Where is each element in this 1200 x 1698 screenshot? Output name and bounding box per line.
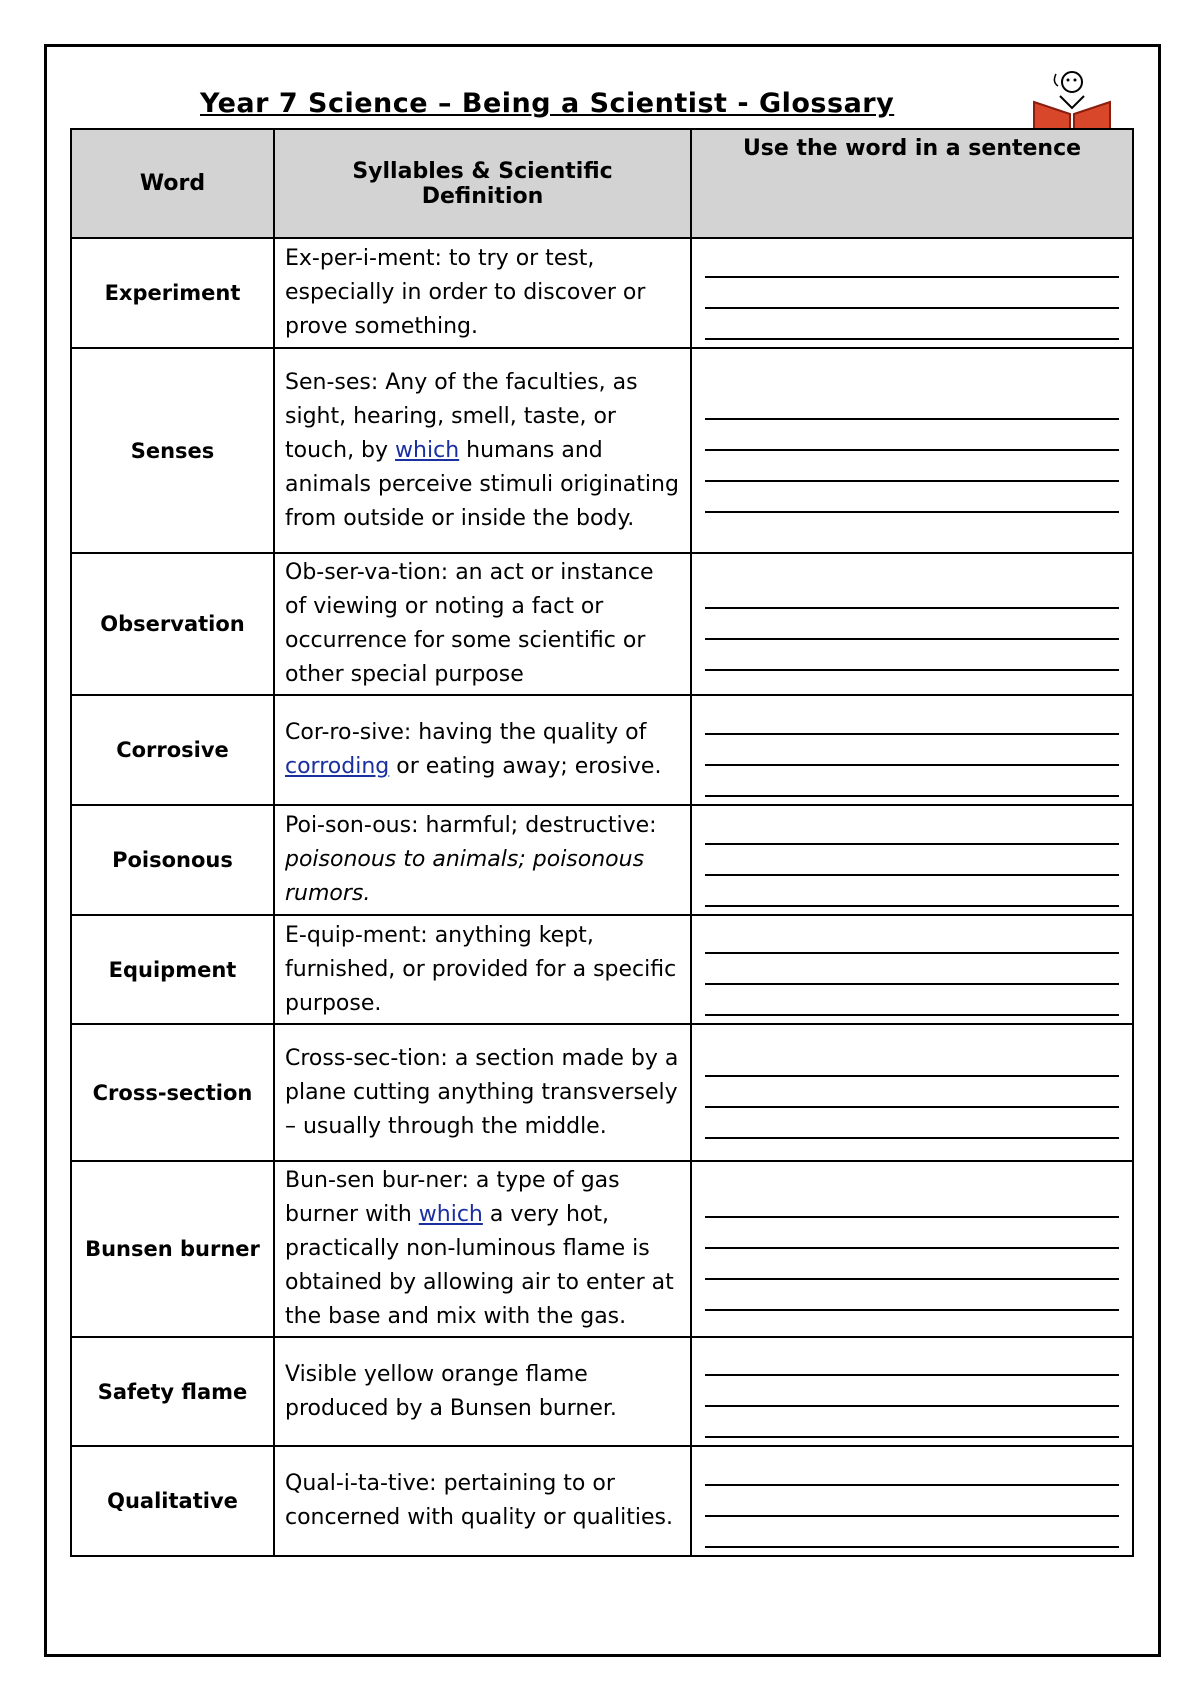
word-cell: Equipment xyxy=(71,915,274,1024)
writing-line[interactable] xyxy=(705,609,1119,640)
writing-line[interactable] xyxy=(705,1455,1119,1486)
glossary-table xyxy=(70,128,1134,1557)
table-row xyxy=(71,238,1133,348)
definition-text: Cor-ro-sive: having the quality of xyxy=(285,720,647,745)
writing-line[interactable] xyxy=(705,735,1119,766)
writing-line[interactable] xyxy=(705,309,1119,340)
definition-cell xyxy=(274,695,691,805)
word-cell: Bunsen burner xyxy=(71,1161,274,1337)
writing-line[interactable] xyxy=(705,482,1119,513)
writing-line[interactable] xyxy=(705,985,1119,1016)
writing-line[interactable] xyxy=(705,1249,1119,1280)
writing-line[interactable] xyxy=(705,1218,1119,1249)
definition-text: Poi-son-ous: harmful; destructive: xyxy=(285,813,657,838)
writing-line[interactable] xyxy=(705,278,1119,309)
definition-cell: Cross-sec-tion: a section made by a plane cutting anything transversely – usually through the middle. xyxy=(274,1024,691,1161)
writing-line[interactable] xyxy=(705,1108,1119,1139)
writing-line[interactable] xyxy=(705,876,1119,907)
word-cell: Corrosive xyxy=(71,695,274,805)
sentence-cell[interactable] xyxy=(691,1446,1133,1556)
word-cell: Observation xyxy=(71,553,274,695)
definition-cell: Ob-ser-va-tion: an act or instance of viewing or noting a fact or occurrence for some scientific or other special purpose xyxy=(274,553,691,695)
writing-line[interactable] xyxy=(705,1407,1119,1438)
sentence-cell[interactable] xyxy=(691,553,1133,695)
word-cell: Qualitative xyxy=(71,1446,274,1556)
definition-cell xyxy=(274,1161,691,1337)
definition-text: Bun-sen bur-ner: a type of gas burner with xyxy=(285,1168,620,1227)
writing-line[interactable] xyxy=(705,1077,1119,1108)
definition-cell: Qual-i-ta-tive: pertaining to or concerned with quality or qualities. xyxy=(274,1446,691,1556)
table-row xyxy=(71,695,1133,805)
definition-text: Sen-ses: Any of the faculties, as sight, hearing, smell, taste, or touch, by xyxy=(285,369,638,463)
header-row xyxy=(71,129,1133,238)
definition-link[interactable]: which xyxy=(418,1202,483,1227)
sentence-cell[interactable] xyxy=(691,805,1133,915)
writing-line[interactable] xyxy=(705,420,1119,451)
writing-line[interactable] xyxy=(705,954,1119,985)
header-word: Word xyxy=(71,129,274,238)
sentence-cell[interactable] xyxy=(691,1161,1133,1337)
writing-line[interactable] xyxy=(705,247,1119,278)
writing-line[interactable] xyxy=(705,766,1119,797)
table-row xyxy=(71,1024,1133,1161)
sentence-cell[interactable] xyxy=(691,1337,1133,1446)
header-definition-line1: Syllables & Scientific xyxy=(352,158,613,184)
writing-line[interactable] xyxy=(705,1046,1119,1077)
table-row xyxy=(71,553,1133,695)
sentence-cell[interactable] xyxy=(691,238,1133,348)
writing-line[interactable] xyxy=(705,923,1119,954)
table-row xyxy=(71,348,1133,553)
definition-cell: E-quip-ment: anything kept, furnished, or provided for a specific purpose. xyxy=(274,915,691,1024)
writing-line[interactable] xyxy=(705,1345,1119,1376)
definition-cell xyxy=(274,805,691,915)
word-cell: Poisonous xyxy=(71,805,274,915)
table-row xyxy=(71,1161,1133,1337)
header-definition xyxy=(274,129,691,238)
word-cell: Cross-section xyxy=(71,1024,274,1161)
sentence-cell[interactable] xyxy=(691,1024,1133,1161)
definition-cell: Visible yellow orange flame produced by a Bunsen burner. xyxy=(274,1337,691,1446)
table-row xyxy=(71,915,1133,1024)
writing-line[interactable] xyxy=(705,1517,1119,1548)
definition-text: a very hot, practically non-luminous flame is obtained by allowing air to enter at the base and mix with the gas. xyxy=(285,1202,674,1329)
header-sentence: Use the word in a sentence xyxy=(691,129,1133,238)
header-definition-line2: Definition xyxy=(421,183,544,209)
writing-line[interactable] xyxy=(705,451,1119,482)
definition-link[interactable]: corroding xyxy=(285,754,390,779)
definition-example: poisonous to animals; poisonous rumors. xyxy=(285,847,645,906)
definition-text: or eating away; erosive. xyxy=(389,754,662,779)
definition-cell: Ex-per-i-ment: to try or test, especially in order to discover or prove something. xyxy=(274,238,691,348)
definition-link[interactable]: which xyxy=(395,437,460,463)
sentence-cell[interactable] xyxy=(691,915,1133,1024)
table-row xyxy=(71,805,1133,915)
writing-line[interactable] xyxy=(705,704,1119,735)
table-row xyxy=(71,1446,1133,1556)
writing-line[interactable] xyxy=(705,845,1119,876)
writing-line[interactable] xyxy=(705,1280,1119,1311)
definition-text: humans and animals perceive stimuli originating from outside or inside the body. xyxy=(285,437,679,531)
definition-cell xyxy=(274,348,691,553)
page-title: Year 7 Science – Being a Scientist - Glossary xyxy=(200,88,895,119)
word-cell: Safety flame xyxy=(71,1337,274,1446)
sentence-cell[interactable] xyxy=(691,695,1133,805)
writing-line[interactable] xyxy=(705,1376,1119,1407)
word-cell: Senses xyxy=(71,348,274,553)
writing-line[interactable] xyxy=(705,1486,1119,1517)
writing-line[interactable] xyxy=(705,814,1119,845)
writing-line[interactable] xyxy=(705,578,1119,609)
writing-line[interactable] xyxy=(705,1187,1119,1218)
writing-line[interactable] xyxy=(705,640,1119,671)
word-cell: Experiment xyxy=(71,238,274,348)
table-row xyxy=(71,1337,1133,1446)
sentence-cell[interactable] xyxy=(691,348,1133,553)
writing-line[interactable] xyxy=(705,389,1119,420)
